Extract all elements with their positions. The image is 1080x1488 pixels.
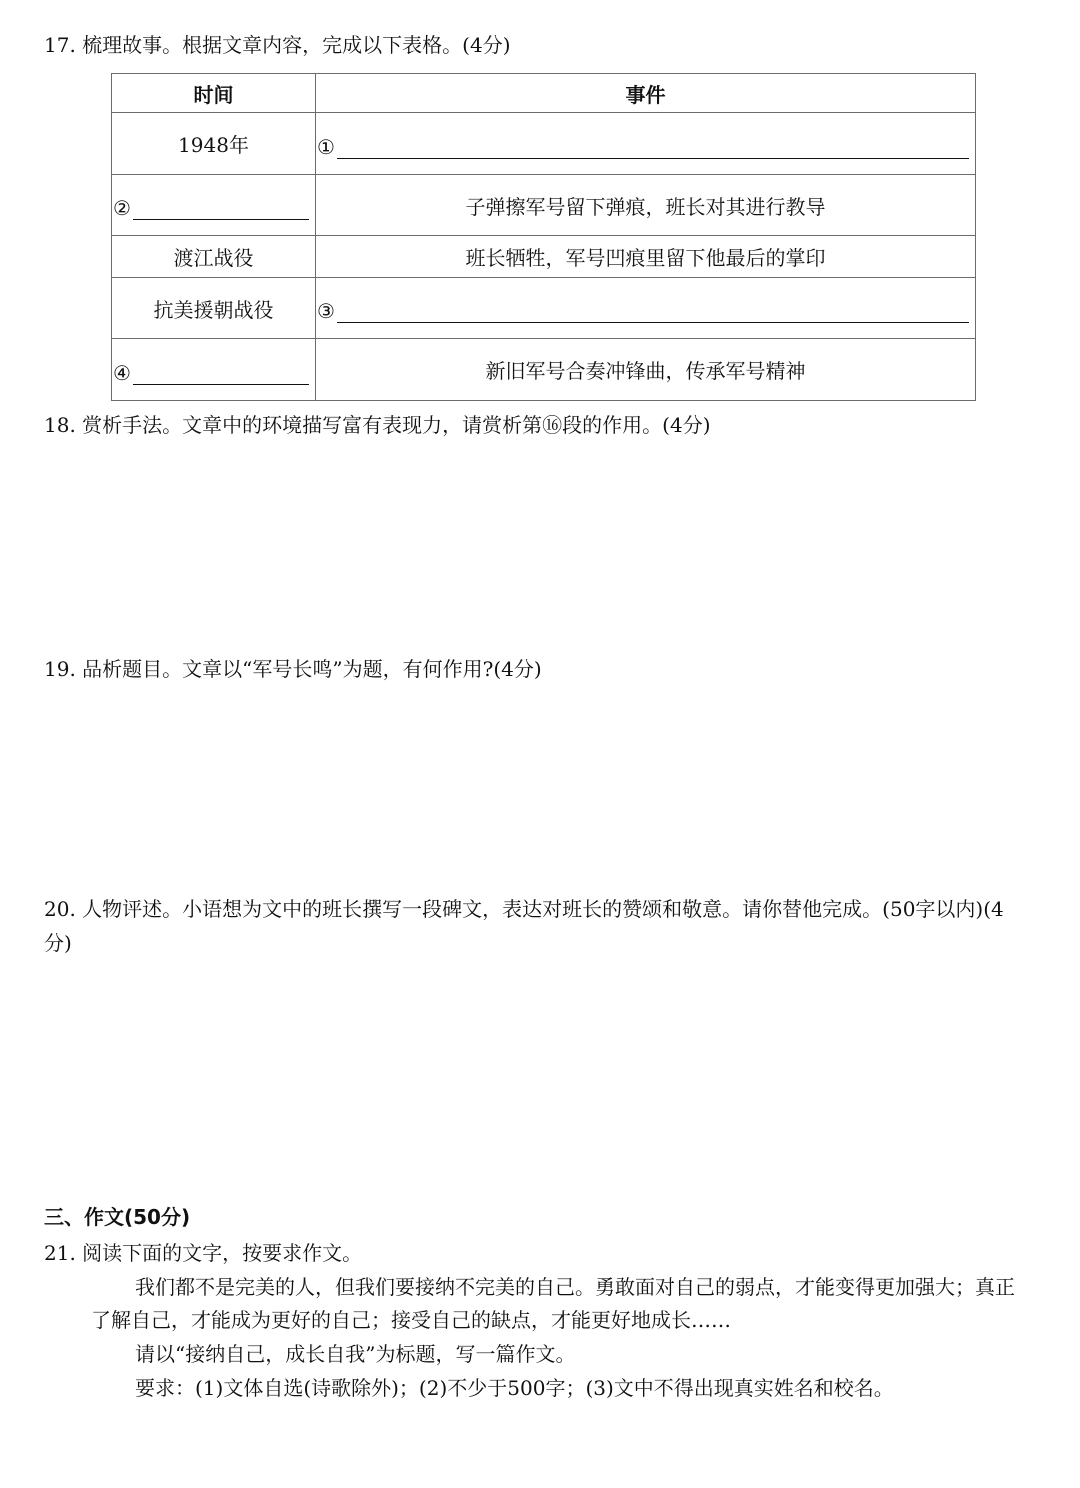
answer-blank-1[interactable] (337, 136, 969, 159)
answer-blank-4[interactable] (133, 362, 309, 385)
q19-text: 19. 品析题目。文章以“军号长鸣”为题，有何作用?(4分) (44, 657, 542, 681)
q21-title: 21. 阅读下面的文字，按要求作文。 (44, 1241, 363, 1265)
q21-paragraph-line1: 我们都不是完美的人，但我们要接纳不完美的自己。勇敢面对自己的弱点，才能变得更加强大；真正 (135, 1275, 1015, 1299)
q17-title: 17. 梳理故事。根据文章内容，完成以下表格。(4分) (44, 33, 511, 57)
table-header-row (112, 74, 976, 113)
time-cell (112, 175, 316, 236)
event-cell (316, 278, 976, 339)
header-event: 事件 (316, 74, 976, 113)
time-cell: 1948年 (112, 113, 316, 175)
circled-mark: ② (113, 196, 131, 220)
q20-text-line1: 20. 人物评述。小语想为文中的班长撰写一段碑文，表达对班长的赞颂和敬意。请你替他完成。(50字以内)(4 (44, 897, 1004, 921)
q21-requirements: 要求：(1)文体自选(诗歌除外)；(2)不少于500字；(3)文中不得出现真实姓名和校名。 (135, 1376, 894, 1400)
table-row (112, 278, 976, 339)
story-table (111, 73, 976, 401)
q20-text-line2: 分) (44, 931, 72, 955)
header-time: 时间 (112, 74, 316, 113)
event-cell: 子弹擦军号留下弹痕，班长对其进行教导 (316, 175, 976, 236)
time-cell: 抗美援朝战役 (112, 278, 316, 339)
event-cell: 新旧军号合奏冲锋曲，传承军号精神 (316, 339, 976, 401)
table-row (112, 113, 976, 175)
answer-blank-2[interactable] (133, 197, 309, 220)
table-row (112, 175, 976, 236)
circled-mark: ④ (113, 360, 131, 385)
event-cell: 班长牺牲，军号凹痕里留下他最后的掌印 (316, 236, 976, 278)
table-row (112, 339, 976, 401)
circled-mark: ① (317, 134, 335, 159)
event-cell (316, 113, 976, 175)
q21-paragraph-line2: 了解自己，才能成为更好的自己；接受自己的缺点，才能更好地成长…… (91, 1308, 731, 1332)
q18-text: 18. 赏析手法。文章中的环境描写富有表现力，请赏析第⑯段的作用。(4分) (44, 413, 711, 437)
time-cell (112, 339, 316, 401)
answer-blank-3[interactable] (337, 300, 969, 323)
table-row (112, 236, 976, 278)
section-heading: 三、作文(50分) (44, 1205, 191, 1229)
circled-mark: ③ (317, 299, 335, 323)
q21-prompt: 请以“接纳自己，成长自我”为标题，写一篇作文。 (135, 1342, 576, 1366)
time-cell: 渡江战役 (112, 236, 316, 278)
